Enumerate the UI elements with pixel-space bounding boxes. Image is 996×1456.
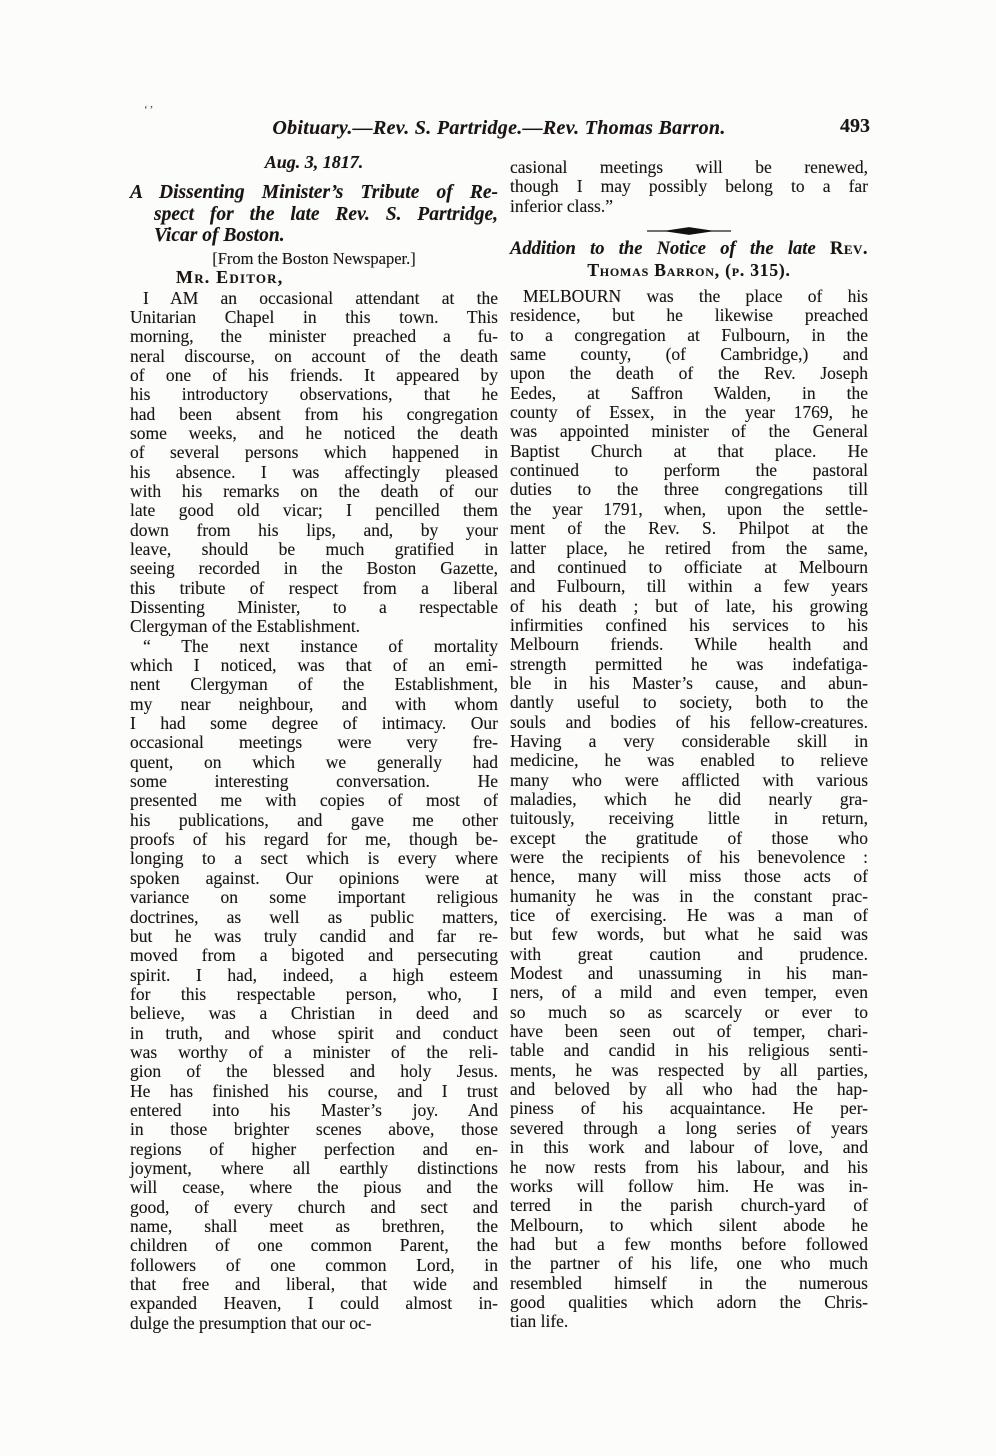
text-line: seeing recorded in the Boston Gazette, xyxy=(130,558,498,579)
text-line: joyment, where all earthly distinctions xyxy=(130,1157,498,1178)
text-line: and continued to officiate at Melbourn xyxy=(510,556,868,577)
text-line: the partner of his life, one who much xyxy=(510,1253,868,1274)
text-line: continued to perform the pastoral xyxy=(510,460,868,481)
text-line: A Dissenting Minister’s Tribute of Re- xyxy=(130,182,498,203)
text-line: my near neighbour, and with whom xyxy=(130,693,498,714)
text-line: had been absent from his congregation xyxy=(130,403,498,424)
text-line: in truth, and whose spirit and conduct xyxy=(130,1022,498,1043)
text-line: his publications, and gave me other xyxy=(130,809,498,830)
text-line: have been seen out of temper, chari- xyxy=(510,1021,868,1042)
text-line: was worthy of a minister of the reli- xyxy=(130,1041,498,1062)
text-line: to a congregation at Fulbourn, in the xyxy=(510,324,868,345)
text-line: he now rests from his labour, and his xyxy=(510,1156,868,1177)
text-line: many who were afflicted with various xyxy=(510,769,868,790)
text-line: though I may possibly belong to a far xyxy=(510,176,868,197)
text-line: tuitously, receiving little in return, xyxy=(510,808,868,829)
text-line: “ The next instance of mortality xyxy=(143,635,498,656)
text-line: souls and bodies of his fellow-creatures. xyxy=(510,711,868,732)
text-line: Clergyman of the Establishment. xyxy=(130,616,361,637)
addition-subheading: Thomas Barron, (p. 315). xyxy=(587,260,791,281)
text-line: spoken against. Our opinions were at xyxy=(130,867,498,888)
text-line: that free and liberal, that wide and xyxy=(130,1274,498,1295)
text-line: good, of every church and sect and xyxy=(130,1196,498,1217)
text-line: occasional meetings were very fre- xyxy=(130,732,498,753)
text-line: casional meetings will be renewed, xyxy=(510,157,868,177)
paragraph-2-continuation xyxy=(510,158,868,216)
dateline: Aug. 3, 1817. xyxy=(264,152,364,172)
text-line: good qualities which adorn the Chris- xyxy=(510,1291,868,1312)
text-line: resembled himself in the numerous xyxy=(510,1272,868,1293)
text-line: spect for the late Rev. S. Partridge, xyxy=(154,203,498,225)
page-number: 493 xyxy=(840,115,870,137)
paragraph-3 xyxy=(510,287,868,1332)
text-line: in this work and labour of love, and xyxy=(510,1137,868,1158)
text-line: maladies, which he did nearly gra- xyxy=(510,788,868,809)
text-line: hence, many will miss those acts of xyxy=(510,866,868,887)
text-line: gion of the blessed and holy Jesus. xyxy=(130,1061,498,1082)
text-line: but he was truly candid and far re- xyxy=(130,925,498,946)
text-line: name, shall meet as brethren, the xyxy=(130,1216,498,1236)
addition-heading-rev: Rev. xyxy=(829,239,868,260)
text-line: of several persons which happened in xyxy=(130,442,498,463)
text-line: spirit. I had, indeed, a high esteem xyxy=(130,964,498,985)
text-line: severed through a long series of years xyxy=(510,1117,868,1138)
text-line: MELBOURN was the place of his xyxy=(523,286,868,307)
addition-heading-italic: Addition to the Notice of the late xyxy=(510,239,830,260)
text-line: county of Essex, in the year 1769, he xyxy=(510,402,868,423)
text-line: Vicar of Boston. xyxy=(154,225,285,246)
text-line: same county, (of Cambridge,) and xyxy=(510,344,868,365)
text-line: children of one common Parent, the xyxy=(130,1235,498,1256)
text-line: ments, he was respected by all parties, xyxy=(510,1059,868,1080)
text-line: morning, the minister preached a fu- xyxy=(130,326,498,347)
text-line: proofs of his regard for me, though be- xyxy=(130,829,498,850)
text-line: except the gratitude of those who xyxy=(510,827,868,848)
running-header-title: Obituary.—Rev. S. Partridge.—Rev. Thomas Barron. xyxy=(272,117,726,139)
text-line: were the recipients of his benevolence : xyxy=(510,847,868,867)
text-line: ment of the Rev. S. Philpot at the xyxy=(510,518,868,539)
text-line: duties to the three congregations till xyxy=(510,479,868,500)
text-line: residence, but he likewise preached xyxy=(510,305,868,326)
text-line: Melbourn friends. While health and xyxy=(510,634,868,655)
text-line: tice of exercising. He was a man of xyxy=(510,905,868,926)
text-line: longing to a sect which is every where xyxy=(130,848,498,869)
text-line: terred in the parish church-yard of xyxy=(510,1195,868,1216)
text-line: was appointed minister of the General xyxy=(510,421,868,442)
text-line: ners, of a mild and even temper, even xyxy=(510,982,868,1003)
text-line: Melbourn, to which silent abode he xyxy=(510,1214,868,1235)
text-line: presented me with copies of most of xyxy=(130,790,498,811)
text-line: Eedes, at Saffron Walden, in the xyxy=(510,382,868,403)
text-line: will cease, where the pious and the xyxy=(130,1177,498,1198)
text-line: quent, on which we generally had xyxy=(130,751,498,772)
left-column xyxy=(130,150,498,1333)
text-line: He has finished his course, and I trust xyxy=(130,1080,498,1101)
text-line: Dissenting Minister, to a respectable xyxy=(130,597,498,617)
text-line: his absence. I was affectingly pleased xyxy=(130,461,498,482)
text-line: ble in his Master’s cause, and abun- xyxy=(510,672,868,693)
text-line: late good old vicar; I pencilled them xyxy=(130,500,498,521)
text-line: followers of one common Lord, in xyxy=(130,1254,498,1275)
text-line: inferior class.” xyxy=(510,195,614,216)
text-line: dantly useful to society, both to the xyxy=(510,692,868,713)
text-line: upon the death of the Rev. Joseph xyxy=(510,363,868,384)
text-line: Unitarian Chapel in this town. This xyxy=(130,306,498,327)
text-line: in those brighter scenes above, those xyxy=(130,1119,498,1140)
text-line: of one of his friends. It appeared by xyxy=(130,364,498,385)
text-line: piness of his acquaintance. He per- xyxy=(510,1098,868,1119)
addition-heading xyxy=(510,239,868,260)
text-line: nent Clergyman of the Establishment, xyxy=(130,674,498,695)
text-line: some weeks, and he noticed the death xyxy=(130,422,498,443)
text-line: and Fulbourn, till within a few years xyxy=(510,576,868,597)
text-line: which I noticed, was that of an emi- xyxy=(130,655,498,676)
right-column xyxy=(510,150,868,1332)
text-line: believe, was a Christian in deed and xyxy=(130,1003,498,1024)
swelled-rule-icon xyxy=(647,226,731,236)
paragraph-1 xyxy=(130,289,498,637)
text-line: some interesting conversation. He xyxy=(130,771,498,792)
text-line: this tribute of respect from a liberal xyxy=(130,577,498,598)
text-line: and beloved by all who had the hap- xyxy=(510,1079,868,1100)
text-line: works will follow him. He was in- xyxy=(510,1175,868,1196)
source-attribution: [From the Boston Newspaper.] xyxy=(212,248,416,268)
text-line: the year 1791, when, upon the settle- xyxy=(510,498,868,519)
text-line: but few words, but what he said was xyxy=(510,924,868,945)
article-title xyxy=(130,182,498,247)
text-line: I had some degree of intimacy. Our xyxy=(130,713,498,734)
text-line: had but a few months before followed xyxy=(510,1233,868,1254)
text-line: his introductory observations, that he xyxy=(130,384,498,405)
text-line: table and candid in his religious senti- xyxy=(510,1040,868,1061)
text-line: regions of higher perfection and en- xyxy=(130,1138,498,1159)
section-divider xyxy=(647,226,731,236)
text-line: humanity he was in the constant prac- xyxy=(510,885,868,906)
text-line: moved from a bigoted and persecuting xyxy=(130,945,498,966)
text-line: strength permitted he was indefatiga- xyxy=(510,653,868,674)
text-line: with his remarks on the death of our xyxy=(130,480,498,501)
salutation: Mr. Editor, xyxy=(176,266,284,287)
text-line: infirmities confined his services to his xyxy=(510,614,868,635)
text-line: dulge the presumption that our oc- xyxy=(130,1312,372,1333)
text-line: variance on some important religious xyxy=(130,887,498,908)
text-line: doctrines, as well as public matters, xyxy=(130,906,498,927)
text-line: latter place, he retired from the same, xyxy=(510,537,868,558)
stray-scan-mark: ‘ʼ xyxy=(144,104,156,116)
text-line: neral discourse, on account of the death xyxy=(130,345,498,366)
text-line: of his death ; but of late, his growing xyxy=(510,595,868,616)
text-line: medicine, he was enabled to relieve xyxy=(510,750,868,771)
text-line: down from his lips, and, by your xyxy=(130,519,498,540)
paragraph-2 xyxy=(130,637,498,1333)
text-line: so much so as scarcely or ever to xyxy=(510,1001,868,1022)
text-line: tian life. xyxy=(510,1311,569,1332)
text-line: entered into his Master’s joy. And xyxy=(130,1099,498,1120)
text-line: I AM an occasional attendant at the xyxy=(143,287,498,308)
text-line: Having a very considerable skill in xyxy=(510,730,868,751)
text-line: with great caution and prudence. xyxy=(510,943,868,964)
text-line: for this respectable person, who, I xyxy=(130,983,498,1004)
text-line: leave, should be much gratified in xyxy=(130,538,498,559)
text-line: expanded Heaven, I could almost in- xyxy=(130,1293,498,1314)
text-line: Baptist Church at that place. He xyxy=(510,440,868,461)
text-line: Modest and unassuming in his man- xyxy=(510,963,868,984)
